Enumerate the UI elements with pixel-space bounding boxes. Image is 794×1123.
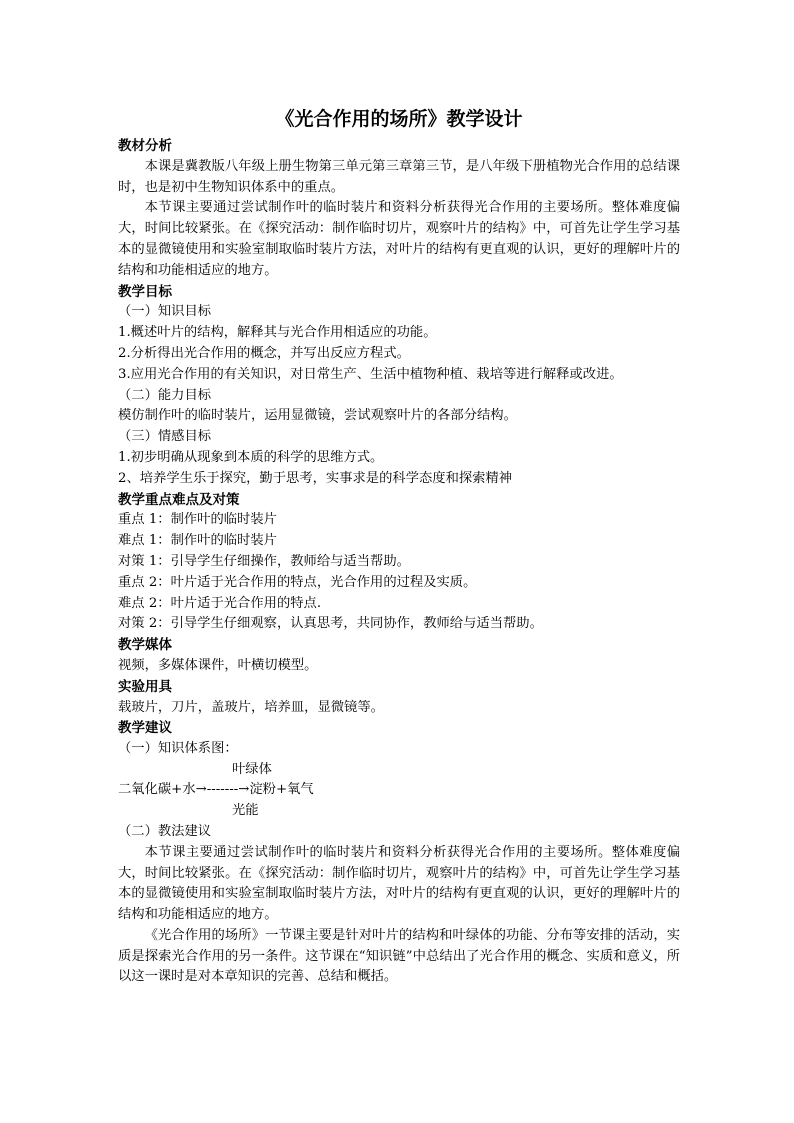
key-point-1: 重点 1：制作叶的临时装片: [118, 512, 277, 528]
formula-condition: 光能: [232, 802, 259, 818]
strategy-1: 对策 1：引导学生仔细操作，教师给与适当帮助。: [118, 553, 410, 569]
heading-goals: 教学目标: [118, 283, 172, 300]
emotion-goal-2: 2、培养学生乐于探究，勤于思考，实事求是的科学态度和探索精神: [118, 470, 513, 486]
formula-equation: 二氧化碳+水→-------→淀粉+氧气: [118, 781, 314, 797]
photosynthesis-formula: [118, 760, 680, 822]
difficulty-2: 难点 2：叶片适于光合作用的特点.: [118, 595, 322, 611]
ability-goal-1: 模仿制作叶的临时装片，运用显微镜，尝试观察叶片的各部分结构。: [118, 408, 517, 424]
document-title: 《光合作用的场所》教学设计: [275, 108, 523, 130]
heading-suggestions: 教学建议: [118, 720, 172, 737]
heading-media: 教学媒体: [118, 637, 172, 654]
knowledge-goal-2: 2.分析得出光合作用的概念，并写出反应方程式。: [118, 345, 410, 361]
heading-key-points: 教学重点难点及对策: [118, 491, 240, 508]
heading-analysis: 教材分析: [118, 138, 172, 154]
equipment-text: 载玻片，刀片，盖玻片，培养皿，显微镜等。: [118, 699, 384, 715]
method-paragraph-2: 《光合作用的场所》一节课主要是针对叶片的结构和叶绿体的功能、分布等安排的活动，实质是探索光合作用的另一条件。这节课在“知识链”中总结出了光合作用的概念、实质和意义，所以这一课时是对本章知识的完善、总结和概括。: [118, 927, 680, 985]
media-text: 视频，多媒体课件，叶横切模型。: [118, 657, 318, 673]
emotion-goal-1: 1.初步明确从现象到本质的科学的思维方式。: [118, 449, 384, 465]
analysis-paragraph-1: 本课是冀教版八年级上册生物第三单元第三章第三节，是八年级下册植物光合作用的总结课时，也是初中生物知识体系中的重点。: [118, 158, 680, 195]
analysis-paragraph-2: 本节课主要通过尝试制作叶的临时装片和资料分析获得光合作用的主要场所。整体难度偏大，时间比较紧张。在《探究活动：制作临时切片，观察叶片的结构》中，可首先让学生学习基本的显微镜使用和实验室制取临时装片方法，对叶片的结构有更直观的认识，更好的理解叶片的结构和功能相适应的地方。: [118, 200, 680, 278]
method-paragraph-1: 本节课主要通过尝试制作叶的临时装片和资料分析获得光合作用的主要场所。整体难度偏大，时间比较紧张。在《探究活动：制作临时切片，观察叶片的结构》中，可首先让学生学习基本的显微镜使用和实验室制取临时装片方法，对叶片的结构有更直观的认识，更好的理解叶片的结构和功能相适应的地方。: [118, 844, 680, 923]
document-page: [118, 104, 680, 988]
knowledge-goal-title: （一）知识目标: [118, 304, 212, 320]
emotion-goal-title: （三）情感目标: [118, 429, 212, 445]
strategy-2: 对策 2：引导学生仔细观察，认真思考，共同协作，教师给与适当帮助。: [118, 616, 543, 632]
difficulty-1: 难点 1：制作叶的临时装片: [118, 533, 277, 549]
formula-catalyst: 叶绿体: [232, 761, 272, 777]
method-title: （二）教法建议: [118, 823, 212, 839]
knowledge-system-title: （一）知识体系图：: [118, 741, 238, 757]
knowledge-goal-3: 3.应用光合作用的有关知识，对日常生产、生活中植物种植、栽培等进行解释或改进。: [118, 366, 623, 382]
knowledge-goal-1: 1.概述叶片的结构，解释其与光合作用相适应的功能。: [118, 325, 437, 341]
key-point-2: 重点 2：叶片适于光合作用的特点，光合作用的过程及实质。: [118, 574, 477, 590]
ability-goal-title: （二）能力目标: [118, 387, 212, 403]
heading-equipment: 实验用具: [118, 678, 172, 695]
